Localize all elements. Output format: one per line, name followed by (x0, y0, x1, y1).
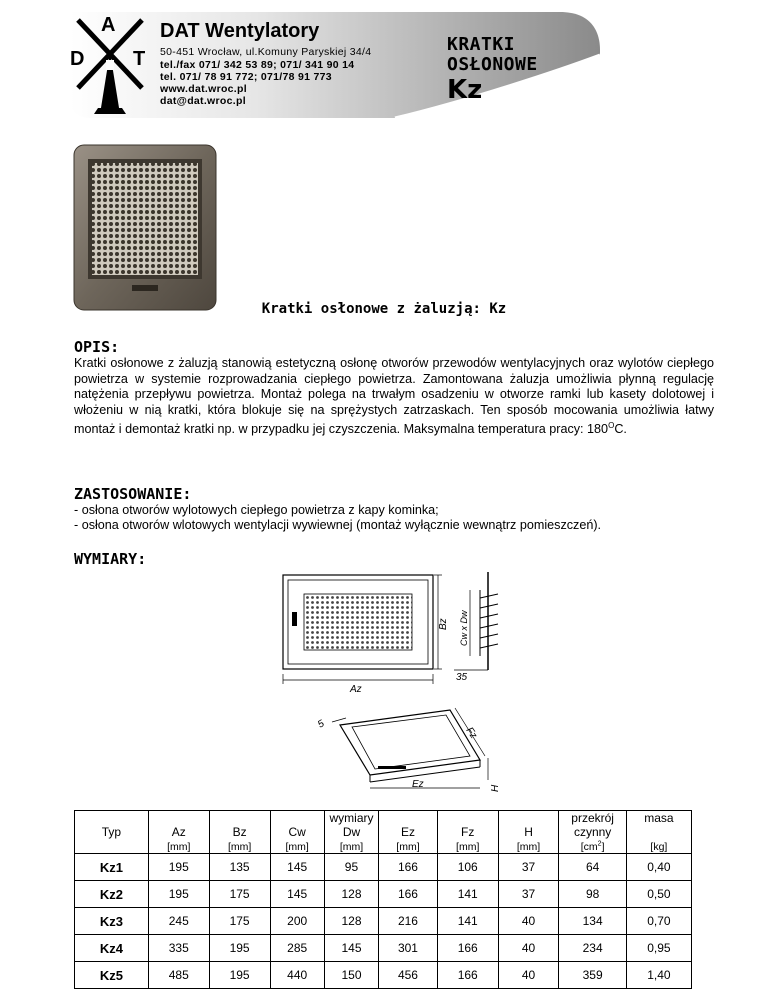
header-typ: Typ (75, 811, 149, 854)
header-h: H [mm] (498, 811, 559, 854)
cell: 98 (559, 881, 626, 908)
header-wymiary: wymiary (329, 811, 374, 825)
zastosowanie-title: ZASTOSOWANIE: (74, 485, 192, 503)
cell: 195 (209, 935, 270, 962)
cell: 301 (379, 935, 438, 962)
header-dw: wymiary Dw [mm] (324, 811, 378, 854)
cell: 234 (559, 935, 626, 962)
header-az: Az [mm] (148, 811, 209, 854)
header-cw: Cw [mm] (270, 811, 324, 854)
label-cw-dw: Cw x Dw (459, 610, 469, 646)
cell: 485 (148, 962, 209, 989)
product-title-line1: KRATKI (447, 34, 516, 55)
cell: 40 (498, 962, 559, 989)
cell: 106 (437, 854, 498, 881)
cell: 0,50 (626, 881, 691, 908)
cell: 0,40 (626, 854, 691, 881)
cell: 195 (148, 881, 209, 908)
label-fz: Fz (463, 725, 479, 741)
label-az: Az (350, 684, 362, 695)
company-telfax: tel./fax 071/ 342 53 89; 071/ 341 90 14 (160, 59, 355, 71)
cell: Kz5 (75, 962, 149, 989)
cell: 145 (324, 935, 378, 962)
table-row (75, 881, 692, 908)
cell: 1,40 (626, 962, 691, 989)
product-photo (72, 143, 220, 313)
cell: 166 (437, 962, 498, 989)
zastosowanie-item: - osłona otworów wylotowych ciepłego powietrza z kapy kominka; (74, 503, 439, 517)
cell: 175 (209, 881, 270, 908)
product-caption: Kratki osłonowe z żaluzją: Kz (261, 301, 507, 317)
cell: 128 (324, 908, 378, 935)
product-title-line2: OSŁONOWE (447, 54, 538, 75)
product-code: Kz (447, 75, 483, 105)
cell: 245 (148, 908, 209, 935)
label-h: H (490, 784, 501, 792)
cell: Kz2 (75, 881, 149, 908)
cell: 359 (559, 962, 626, 989)
cell: 440 (270, 962, 324, 989)
cell: 145 (270, 854, 324, 881)
wymiary-title: WYMIARY: (74, 550, 147, 568)
cell: 141 (437, 881, 498, 908)
label-ez: Ez (412, 779, 424, 790)
logo-letter-t: T (133, 48, 146, 70)
cell: Kz1 (75, 854, 149, 881)
cell: 37 (498, 854, 559, 881)
table-row (75, 962, 692, 989)
company-www[interactable]: www.dat.wroc.pl (160, 83, 247, 95)
table-row (75, 854, 692, 881)
cell: 128 (324, 881, 378, 908)
cell: 285 (270, 935, 324, 962)
cell: 145 (270, 881, 324, 908)
cell: 166 (379, 881, 438, 908)
cell: 135 (209, 854, 270, 881)
table-row (75, 935, 692, 962)
dimensions-table (74, 810, 692, 989)
label-5: 5 (316, 718, 327, 731)
cell: 195 (148, 854, 209, 881)
zastosowanie-item: - osłona otworów wlotowych wentylacji wywiewnej (montaż wyłącznie wewnątrz pomieszczeń). (74, 518, 602, 532)
cell: 195 (209, 962, 270, 989)
cell: 40 (498, 908, 559, 935)
technical-drawing (270, 570, 530, 800)
header-przekroj: przekrój czynny $[cm^2]$ (559, 811, 626, 854)
cell: 175 (209, 908, 270, 935)
cell: 64 (559, 854, 626, 881)
cell: 216 (379, 908, 438, 935)
opis-title: OPIS: (74, 338, 120, 356)
label-bz: Bz (438, 618, 449, 630)
label-35: 35 (456, 672, 468, 683)
logo-letter-a: A (101, 14, 116, 36)
company-tel: tel. 071/ 78 91 772; 071/78 91 773 (160, 71, 332, 83)
cell: 0,95 (626, 935, 691, 962)
cell: 150 (324, 962, 378, 989)
cell: 95 (324, 854, 378, 881)
cell: 456 (379, 962, 438, 989)
cell: 335 (148, 935, 209, 962)
cell: 0,70 (626, 908, 691, 935)
opis-text: Kratki osłonowe z żaluzją stanowią estetyczną osłonę otworów przewodów wentylacyjnych oraz wylotów ciepłego powietrza w systemie rozprowadzania ciepłego powietrza. Zamontowana żaluzja umożliwia płynną regulację natężenia przepływu powietrza. Montaż polega na trwałym osadzeniu w otworze ramki lub kasety dolotowej i włożeniu w nią kratki, która blokuje się na sprężystych zatrzaskach. Ten sposób mocowania umożliwia łatwy montaż i demontaż kratki np. w przypadku jej czyszczenia. Maksymalna temperatura pracy: $180^OC$. (74, 356, 714, 437)
cell: 166 (379, 854, 438, 881)
header-masa: masa [kg] (626, 811, 691, 854)
cell: Kz3 (75, 908, 149, 935)
logo-letter-d: D (70, 48, 85, 70)
company-name: DAT Wentylatory (160, 20, 320, 42)
table-row (75, 908, 692, 935)
cell: 134 (559, 908, 626, 935)
table-header-row (75, 811, 692, 854)
cell: 200 (270, 908, 324, 935)
cell: 141 (437, 908, 498, 935)
company-email[interactable]: dat@dat.wroc.pl (160, 95, 246, 107)
cell: 166 (437, 935, 498, 962)
cell: 37 (498, 881, 559, 908)
cell: Kz4 (75, 935, 149, 962)
header-fz: Fz [mm] (437, 811, 498, 854)
header-ez: Ez [mm] (379, 811, 438, 854)
header-bz: Bz [mm] (209, 811, 270, 854)
cell: 40 (498, 935, 559, 962)
company-address: 50-451 Wrocław, ul.Komuny Paryskiej 34/4 (160, 46, 372, 58)
